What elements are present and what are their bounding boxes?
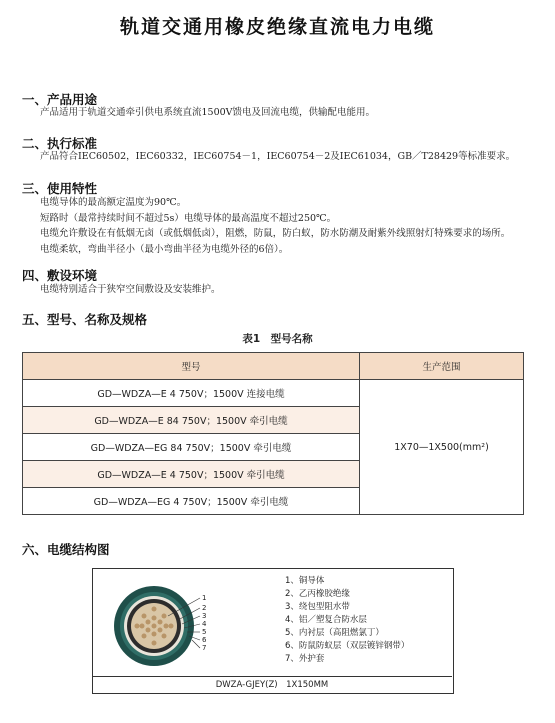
callout-2: 2 <box>202 604 207 612</box>
legend-item: 4、铝／塑复合防水层 <box>285 615 367 625</box>
model-cell: GD—WDZA—E 4 750V；1500V 连接电缆 <box>23 380 360 407</box>
section-text-standards <box>40 149 515 165</box>
section-heading-structure: 六、电缆结构图 <box>22 542 110 557</box>
model-cell: GD—WDZA—EG 84 750V；1500V 牵引电缆 <box>23 434 360 461</box>
section-heading-models: 五、型号、名称及规格 <box>22 312 148 327</box>
section-heading-characteristics: 三、使用特性 <box>22 181 98 196</box>
callout-3: 3 <box>202 612 207 620</box>
legend-item: 3、绕包型阻水带 <box>285 602 350 612</box>
text-line: 产品符合IEC60502，IEC60332，IEC60754－1，IEC60754－2及IEC61034，GB／T28429等标准要求。 <box>40 151 516 162</box>
text-line: 产品适用于轨道交通牵引供电系统直流1500V馈电及回流电缆，供输配电能用。 <box>40 107 376 118</box>
text-line: 电缆允许敷设在有低烟无卤（或低烟低卤），阻燃，防鼠，防白蚁，防水防潮及耐紫外线照射灯特殊要求的场所。 <box>40 228 511 239</box>
legend-item: 7、外护套 <box>285 654 325 664</box>
table-caption: 表1 型号名称 <box>242 333 313 345</box>
legend-item: 5、内衬层（高阻燃氯丁） <box>285 628 384 638</box>
section-heading-installation: 四、敷设环境 <box>22 268 98 283</box>
page-title: 轨道交通用橡皮绝缘直流电力电缆 <box>119 16 435 38</box>
model-cell: GD—WDZA—E 84 750V；1500V 牵引电缆 <box>23 407 360 434</box>
section-text-usage <box>40 105 375 121</box>
callout-6: 6 <box>202 636 207 644</box>
text-line: 短路时（最常持续时间不超过5s）电缆导体的最高温度不超过250℃。 <box>40 212 337 224</box>
model-table <box>22 352 524 515</box>
legend-item: 1、铜导体 <box>285 576 325 586</box>
range-cell: 1X70—1X500(mm²) <box>360 380 524 515</box>
text-line: 电缆特别适合于狭窄空间敷设及安装维护。 <box>40 284 221 295</box>
cable-cross-section <box>108 578 258 674</box>
legend-item: 2、乙丙橡胶绝缘 <box>285 589 350 599</box>
text-line: 电缆柔软，弯曲半径小（最小弯曲半径为电缆外径的6倍）。 <box>40 243 289 255</box>
callout-1: 1 <box>202 594 207 602</box>
section-text-characteristics <box>40 195 510 257</box>
table-header-row <box>23 353 524 380</box>
legend-item: 6、防鼠防蚁层（双层镀锌钢带） <box>285 641 410 651</box>
header-range: 生产范围 <box>360 353 524 380</box>
model-cell: GD—WDZA—E 4 750V；1500V 牵引电缆 <box>23 461 360 488</box>
diagram-model-label: DWZA-GJEY(Z) 1X150MM <box>92 676 452 693</box>
header-model: 型号 <box>23 353 360 380</box>
model-cell: GD—WDZA—EG 4 750V；1500V 牵引电缆 <box>23 488 360 515</box>
callout-4: 4 <box>202 620 207 628</box>
callout-5: 5 <box>202 628 207 636</box>
callout-7: 7 <box>202 644 207 652</box>
callout-numbers <box>202 594 207 652</box>
text-line: 电缆导体的最高额定温度为90℃。 <box>40 197 187 208</box>
table-row <box>23 380 524 407</box>
section-heading-standards: 二、执行标准 <box>22 136 98 151</box>
structure-legend <box>285 575 409 666</box>
section-text-installation <box>40 282 221 298</box>
section-heading-usage: 一、产品用途 <box>22 92 98 107</box>
